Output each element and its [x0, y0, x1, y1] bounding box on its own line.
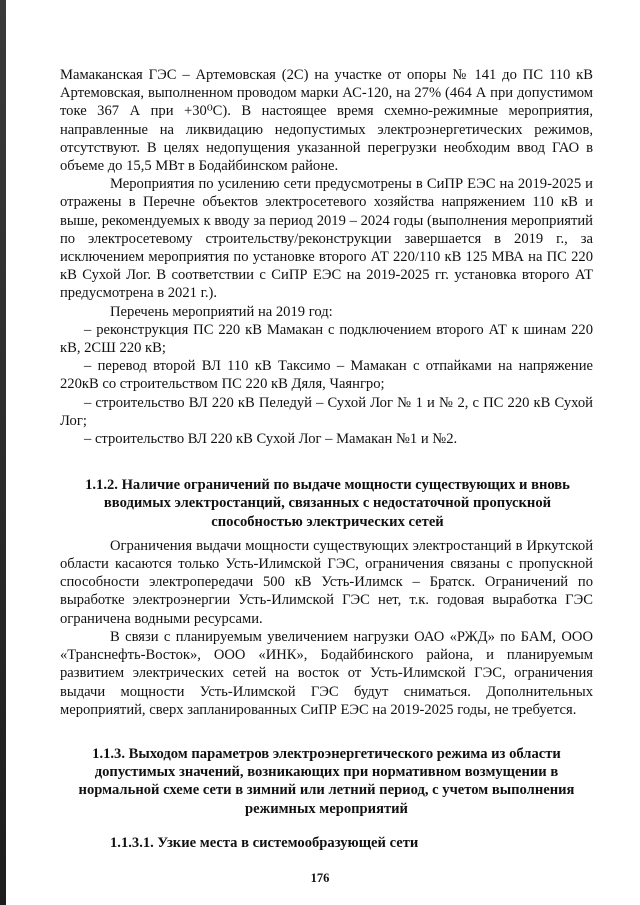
- list-item: – перевод второй ВЛ 110 кВ Таксимо – Мамакан с отпайками на напряжение 220кВ со строительством ПС 220 кВ Дяля, Чаянгро;: [60, 358, 593, 393]
- paragraph-top-3: Перечень мероприятий на 2019 год:: [110, 303, 333, 320]
- section-112-paragraph-1: Ограничения выдачи мощности существующих электростанций в Иркутской области касаются только Усть-Илимской ГЭС, ограничения связаны с пропускной способности электропередачи 500 кВ Усть-Илимск – Братск. Ограничений по выработке электроэнергии Усть-Илимской ГЭС нет, т.к. годовая выработка ГЭС ограничена водными ресурсами.: [60, 537, 593, 627]
- page-number: 176: [310, 871, 330, 885]
- section-heading-1-1-3-1: 1.1.3.1. Узкие места в системообразующей сети: [110, 834, 419, 851]
- section-heading-1-1-3: 1.1.3. Выходом параметров электроэнергетического режима из области допустимых значений, возникающих при нормативном возмущении в нормальной схеме сети в зимний или летний период, с учетом выполнения режимных мероприятий: [78, 745, 575, 817]
- section-heading-1-1-2: 1.1.2. Наличие ограничений по выдаче мощности существующих и вновь вводимых электростанций, связанных с недостаточной пропускной способностью электрических сетей: [85, 477, 570, 530]
- list-item: – строительство ВЛ 220 кВ Сухой Лог – Мамакан №1 и №2.: [84, 431, 458, 448]
- paragraph-top-1: Мамаканская ГЭС – Артемовская (2С) на участке от опоры № 141 до ПС 110 кВ Артемовская, выполненном проводом марки АС-120, на 27% (464 А при допустимом токе 367 А при +30⁰С). В настоящее время схемно-режимные мероприятия, направленные на ликвидацию недопустимых электроэнергетических режимов, отсутствуют. В целях недопущения указанной перегрузки необходим ввод ГАО в объеме до 15,5 МВт в Бодайбинском районе.: [60, 67, 593, 175]
- page-content: [60, 66, 593, 852]
- list-item: – реконструкция ПС 220 кВ Мамакан с подключением второго АТ к шинам 220 кВ, 2СШ 220 кВ;: [60, 321, 593, 357]
- paragraph-top-2: Мероприятия по усилению сети предусмотрены в СиПР ЕЭС на 2019-2025 и отражены в Перечне объектов электросетевого хозяйства напряжением 110 кВ и выше, рекомендуемых к вводу за период 2019 – 2024 годы (выполнения мероприятий по электросетевому строительству/реконструкции завершается в 2019 г., за исключением мероприятия по установке второго АТ 220/110 кВ 125 МВА на ПС 220 кВ Сухой Лог. В соответствии с СиПР ЕЭС на 2019-2025 гг. установка второго АТ предусмотрена в 2021 г.).: [60, 176, 593, 302]
- scan-edge-mark: [0, 0, 6, 905]
- list-item: – строительство ВЛ 220 кВ Пеледуй – Сухой Лог № 1 и № 2, с ПС 220 кВ Сухой Лог;: [60, 394, 593, 429]
- section-112-paragraph-2: В связи с планируемым увеличением нагрузки ОАО «РЖД» по БАМ, ООО «Транснефть-Восток», ООО «ИНК», Бодайбинского района, и планируемым развитием электрических сетей на восток от Усть-Илимской ГЭС, ограничения выдачи мощности Усть-Илимской ГЭС будут сниматься. Дополнительных мероприятий, сверх запланированных СиПР ЕЭС на 2019-2025 годы, не требуется.: [60, 628, 593, 718]
